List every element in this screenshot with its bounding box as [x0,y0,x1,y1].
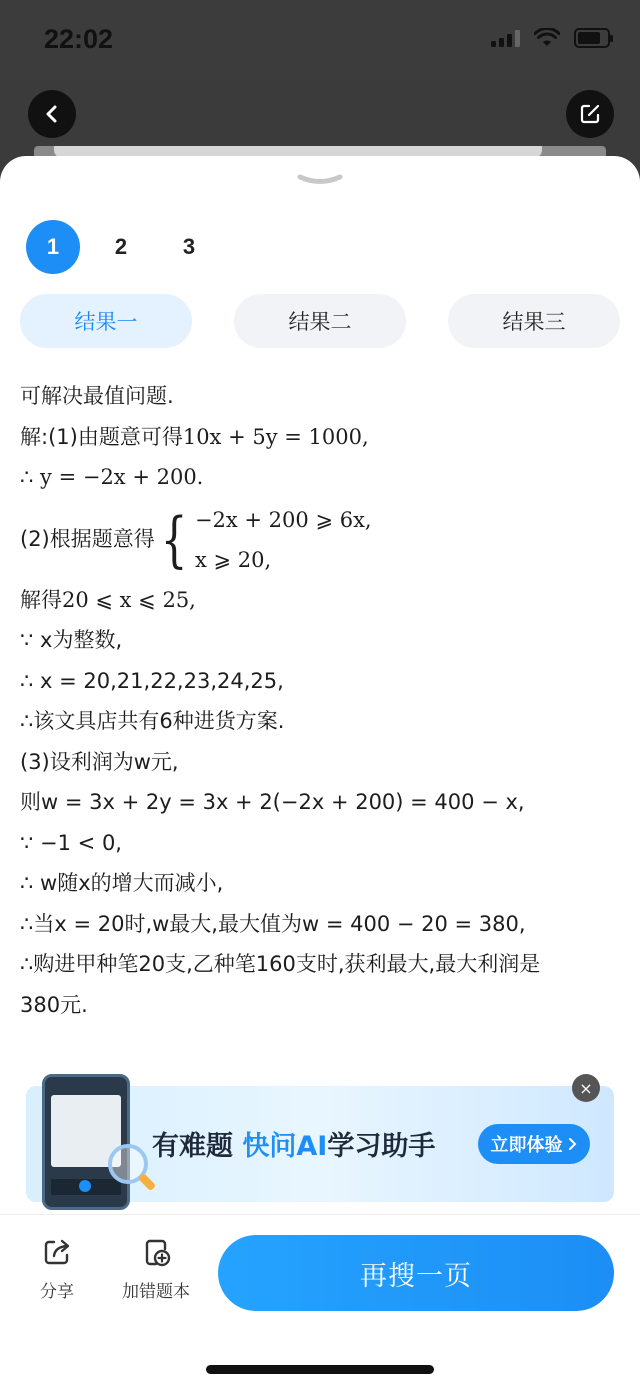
chevron-right-icon [566,1137,578,1151]
solution-math: x ⩾ 20, [194,547,272,572]
page-tab-2[interactable]: 2 [114,234,128,259]
solution-line: 则w = 3x + 2y = 3x + 2(−2x + 200) = 400 − x, [20,790,525,814]
share-button[interactable] [40,1235,74,1302]
bottom-bar [0,1214,640,1388]
solution-text: (2)根据题意得 [20,526,155,551]
signal-icon [491,29,520,47]
banner-text [152,1124,435,1163]
brace: { [160,504,188,575]
result-sheet [0,156,640,1388]
share-icon [40,1235,74,1269]
solution-math: 10x + 5y = 1000, [182,424,369,449]
page-tabs [26,220,230,274]
solution-math: −2x + 200 ⩾ 6x, [194,507,372,532]
search-again-button[interactable]: 再搜一页 [218,1235,614,1311]
share-label: 分享 [40,1282,74,1302]
solution-line: ∴购进甲种笔20支,乙种笔160支时,获利最大,最大利润是 [20,952,541,976]
collapse-handle-icon[interactable] [296,174,344,186]
solution-line: 可解决最值问题. [20,384,174,408]
chevron-left-icon [42,104,62,124]
solution-text: 解:(1)由题意可得 [20,424,183,449]
page-tab-3[interactable]: 3 [182,234,196,259]
close-icon: × [579,1078,593,1098]
magnifier-handle [138,1173,156,1191]
close-banner-button[interactable] [572,1074,600,1102]
status-time: 22:02 [44,24,114,54]
edit-icon [578,102,602,126]
solution-math: 20 ⩽ x ⩽ 25, [62,587,196,612]
solution-line: ∴ w随x的增大而减小, [20,871,224,895]
solution-line: ∴ y = −2x + 200. [20,465,204,489]
ai-assistant-banner[interactable] [26,1078,614,1202]
clipped-line [20,352,620,366]
solution-line: 380元. [20,992,88,1017]
solution-line: (3)设利润为w元, [20,749,179,774]
battery-icon [574,28,610,48]
solution-content [20,352,620,1025]
result-tabs [20,294,620,348]
home-indicator [206,1365,434,1374]
solution-line: ∵ x为整数, [20,628,123,652]
status-bar [0,0,640,80]
try-now-button[interactable] [478,1124,590,1164]
result-tab-2[interactable]: 结果二 [234,294,406,348]
banner-text-c: 学习助手 [327,1131,436,1162]
solution-line: ∵ −1 < 0, [20,830,122,855]
wifi-icon [534,28,560,48]
add-mistake-label: 加错题本 [122,1282,190,1302]
page-tab-1[interactable]: 1 [26,220,80,274]
try-now-label: 立即体验 [490,1135,563,1156]
solution-line [20,498,620,580]
back-button[interactable] [28,90,76,138]
solution-line: ∴该文具店共有6种进货方案. [20,709,285,733]
inequality-system [155,500,372,580]
add-note-icon [139,1235,173,1269]
solution-line: ∴当x = 20时,w最大,最大值为w = 400 − 20 = 380, [20,911,526,936]
result-tab-3[interactable]: 结果三 [448,294,620,348]
add-mistake-book-button[interactable] [122,1235,190,1302]
edit-button[interactable] [566,90,614,138]
result-tab-1[interactable]: 结果一 [20,294,192,348]
solution-line: ∴ x = 20,21,22,23,24,25, [20,668,284,693]
phone-illustration [42,1074,130,1210]
banner-text-brand: 快问AI [242,1131,328,1162]
solution-text: 解得 [20,587,62,612]
status-icons [491,28,610,48]
solution-line [20,580,620,621]
solution-line [20,417,620,458]
banner-text-a: 有难题 [152,1131,233,1162]
